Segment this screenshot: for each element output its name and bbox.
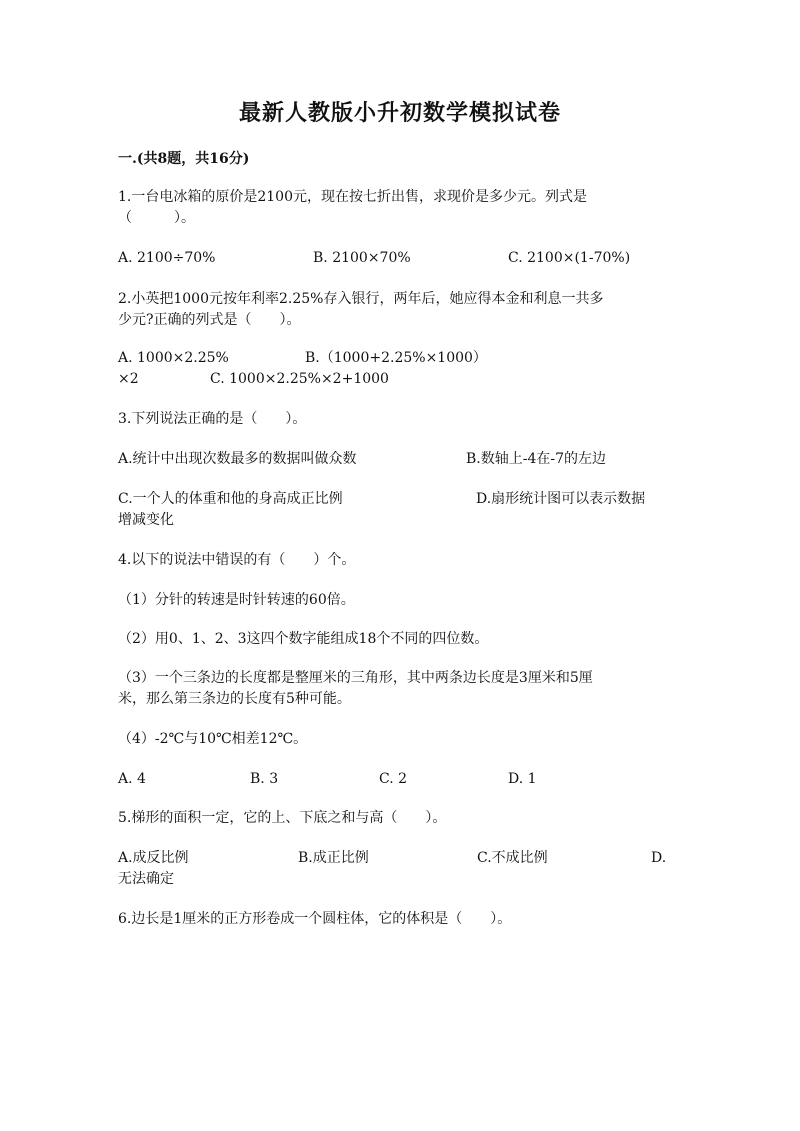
question-4-statement-2: （2）用0、1、2、3这四个数字能组成18个不同的四位数。 bbox=[118, 631, 489, 647]
question-3-option-d: D.扇形统计图可以表示数据 bbox=[476, 491, 646, 507]
question-2-text-line-2: 少元?正确的列式是（ ）。 bbox=[118, 312, 301, 328]
question-3-option-b: B.数轴上-4在-7的左边 bbox=[466, 451, 607, 467]
question-4-option-a: A. 4 bbox=[118, 771, 146, 787]
question-2-option-b: B.（1000+2.25%×1000） bbox=[305, 350, 487, 366]
question-5-option-b: B.成正比例 bbox=[298, 850, 369, 866]
question-4-text: 4.以下的说法中错误的有（ ）个。 bbox=[118, 552, 356, 568]
question-4-statement-3-line-1: （3）一个三条边的长度都是整厘米的三角形，其中两条边长度是3厘米和5厘 bbox=[118, 670, 593, 686]
question-6-text: 6.边长是1厘米的正方形卷成一个圆柱体，它的体积是（ ）。 bbox=[118, 911, 512, 927]
question-4-option-b: B. 3 bbox=[250, 771, 279, 787]
question-1-option-b: B. 2100×70% bbox=[313, 250, 411, 266]
question-4-option-c: C. 2 bbox=[379, 771, 408, 787]
question-3-text: 3.下列说法正确的是（ ）。 bbox=[118, 411, 307, 427]
page-title: 最新人教版小升初数学模拟试卷 bbox=[238, 100, 561, 126]
question-4-statement-4: （4）-2℃与10℃相差12℃。 bbox=[118, 731, 308, 747]
question-5-option-d-continued: 无法确定 bbox=[118, 871, 174, 887]
question-1-option-a: A. 2100÷70% bbox=[118, 250, 216, 266]
question-4-statement-1: （1）分针的转速是时针转速的60倍。 bbox=[118, 592, 355, 608]
question-1-text-line-2: （ ）。 bbox=[118, 210, 195, 226]
question-5-option-d: D. bbox=[651, 850, 667, 866]
question-3-option-c: C.一个人的体重和他的身高成正比例 bbox=[118, 491, 343, 507]
question-3-option-a: A.统计中出现次数最多的数据叫做众数 bbox=[118, 451, 357, 467]
question-5-option-c: C.不成比例 bbox=[477, 850, 548, 866]
question-1-option-c: C. 2100×(1-70%) bbox=[508, 250, 631, 266]
question-3-option-d-continued: 增减变化 bbox=[118, 512, 174, 528]
section-heading: 一.(共8题，共16分) bbox=[118, 151, 250, 167]
question-2-option-a: A. 1000×2.25% bbox=[118, 350, 229, 366]
question-2-option-c: C. 1000×2.25%×2+1000 bbox=[210, 371, 389, 387]
question-2-text-line-1: 2.小英把1000元按年利率2.25%存入银行，两年后，她应得本金和利息一共多 bbox=[118, 291, 604, 307]
question-5-text: 5.梯形的面积一定，它的上、下底之和与高（ ）。 bbox=[118, 810, 447, 826]
question-4-statement-3-line-2: 米，那么第三条边的长度有5种可能。 bbox=[118, 691, 351, 707]
question-1-text-line-1: 1.一台电冰箱的原价是2100元，现在按七折出售，求现价是多少元。列式是 bbox=[118, 189, 587, 205]
question-4-option-d: D. 1 bbox=[508, 771, 537, 787]
question-2-option-b-continued: ×2 bbox=[118, 371, 139, 387]
question-5-option-a: A.成反比例 bbox=[118, 850, 189, 866]
